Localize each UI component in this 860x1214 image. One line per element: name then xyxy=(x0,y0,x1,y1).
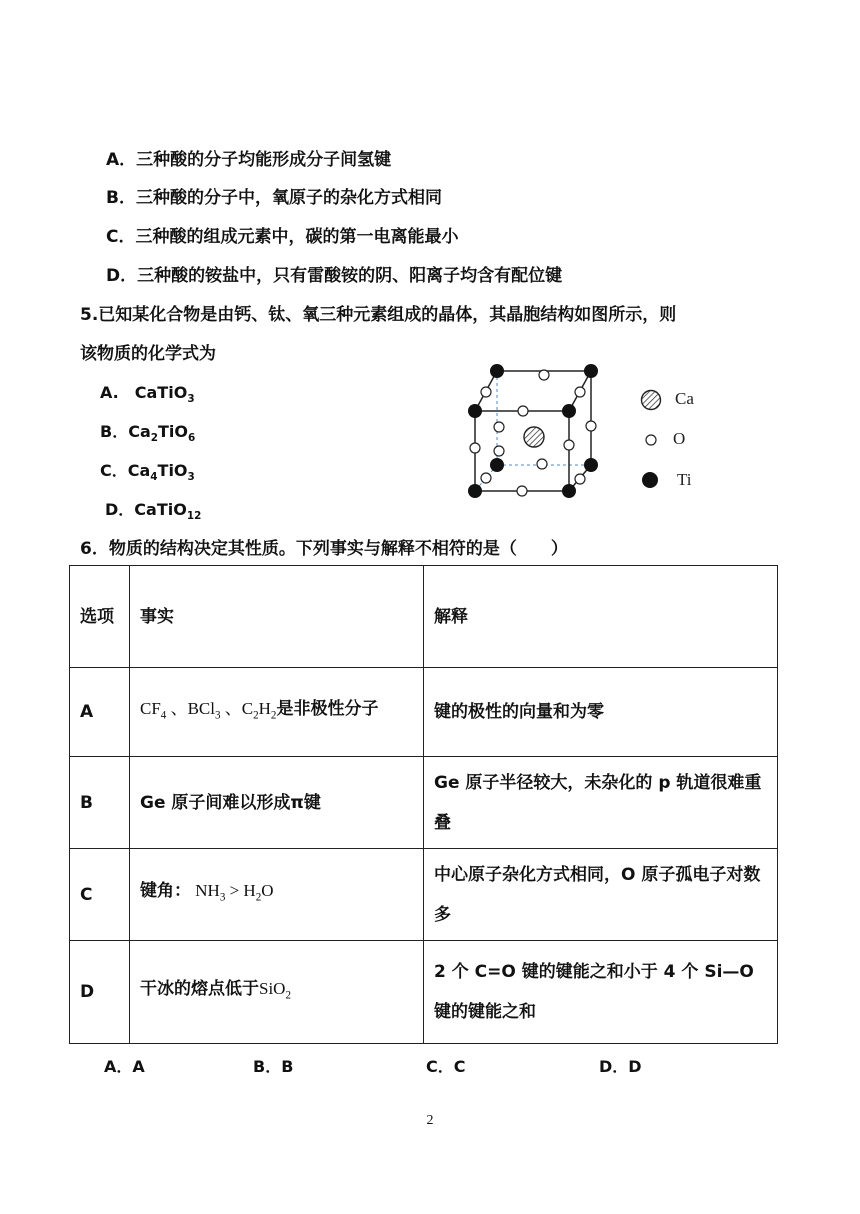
legend-o-label: O xyxy=(673,429,686,448)
table-header-row xyxy=(70,566,778,668)
q4-option-d: D．三种酸的铵盐中，只有雷酸铵的阴、阳离子均含有配位键 xyxy=(106,266,563,286)
legend-ca-label: Ca xyxy=(675,389,694,408)
legend-ca-icon xyxy=(640,389,662,411)
row-b-option: B xyxy=(70,757,130,849)
q5-stem-line1: 5.已知某化合物是由钙、钛、氧三种元素组成的晶体，其晶胞结构如图所示，则 xyxy=(80,305,677,325)
row-a-option: A xyxy=(70,668,130,757)
row-b-explanation: Ge 原子半径较大，未杂化的 p 轨道很难重叠 xyxy=(424,757,778,849)
q6-answer-d: D．D xyxy=(599,1057,642,1076)
row-c-explanation: 中心原子杂化方式相同，O 原子孤电子对数多 xyxy=(424,849,778,941)
q6-table xyxy=(69,565,778,1044)
header-explanation: 解释 xyxy=(424,566,778,668)
q6-answer-c: C．C xyxy=(426,1057,466,1076)
q4-option-b: B．三种酸的分子中，氧原子的杂化方式相同 xyxy=(106,188,442,208)
q6-answer-a: A．A xyxy=(104,1057,145,1076)
header-fact: 事实 xyxy=(130,566,424,668)
row-d-explanation: 2 个 C=O 键的键能之和小于 4 个 Si—O 键的键能之和 xyxy=(424,941,778,1044)
row-c-fact: 键角： $NH_3 > H_2O$ xyxy=(130,849,424,941)
crystal-cell-diagram xyxy=(455,355,615,505)
q5-option-d: D．CaTiO$_{12}$ xyxy=(105,500,202,523)
row-d-fact: 干冰的熔点低于SiO$_2$ xyxy=(130,941,424,1044)
page-number: 2 xyxy=(426,1113,434,1128)
row-a-explanation: 键的极性的向量和为零 xyxy=(424,668,778,757)
q6-stem: 6．物质的结构决定其性质。下列事实与解释不相符的是（ ） xyxy=(80,539,568,559)
table-row xyxy=(70,668,778,757)
row-a-fact: $CF_4$ 、BCl$_3$ 、$C_2H_2$是非极性分子 xyxy=(130,668,424,757)
row-c-option: C xyxy=(70,849,130,941)
q5-option-a: A. CaTiO$_3$ xyxy=(100,383,195,406)
legend-ti-icon xyxy=(640,470,660,490)
q5-option-c: C．$Ca_4TiO_3$ xyxy=(100,461,195,484)
q5-stem-line2: 该物质的化学式为 xyxy=(80,344,216,364)
legend-ti-label: Ti xyxy=(677,470,692,489)
table-row xyxy=(70,849,778,941)
table-row xyxy=(70,941,778,1044)
q4-option-c: C．三种酸的组成元素中，碳的第一电离能最小 xyxy=(106,227,459,247)
legend-o-icon xyxy=(644,433,658,447)
row-b-fact: Ge 原子间难以形成π键 xyxy=(130,757,424,849)
q5-option-b: B．$Ca_2TiO_6$ xyxy=(100,422,196,445)
row-d-option: D xyxy=(70,941,130,1044)
q6-answer-b: B．B xyxy=(253,1057,294,1076)
header-option: 选项 xyxy=(70,566,130,668)
table-row xyxy=(70,757,778,849)
q4-option-a: A．三种酸的分子均能形成分子间氢键 xyxy=(106,150,392,170)
